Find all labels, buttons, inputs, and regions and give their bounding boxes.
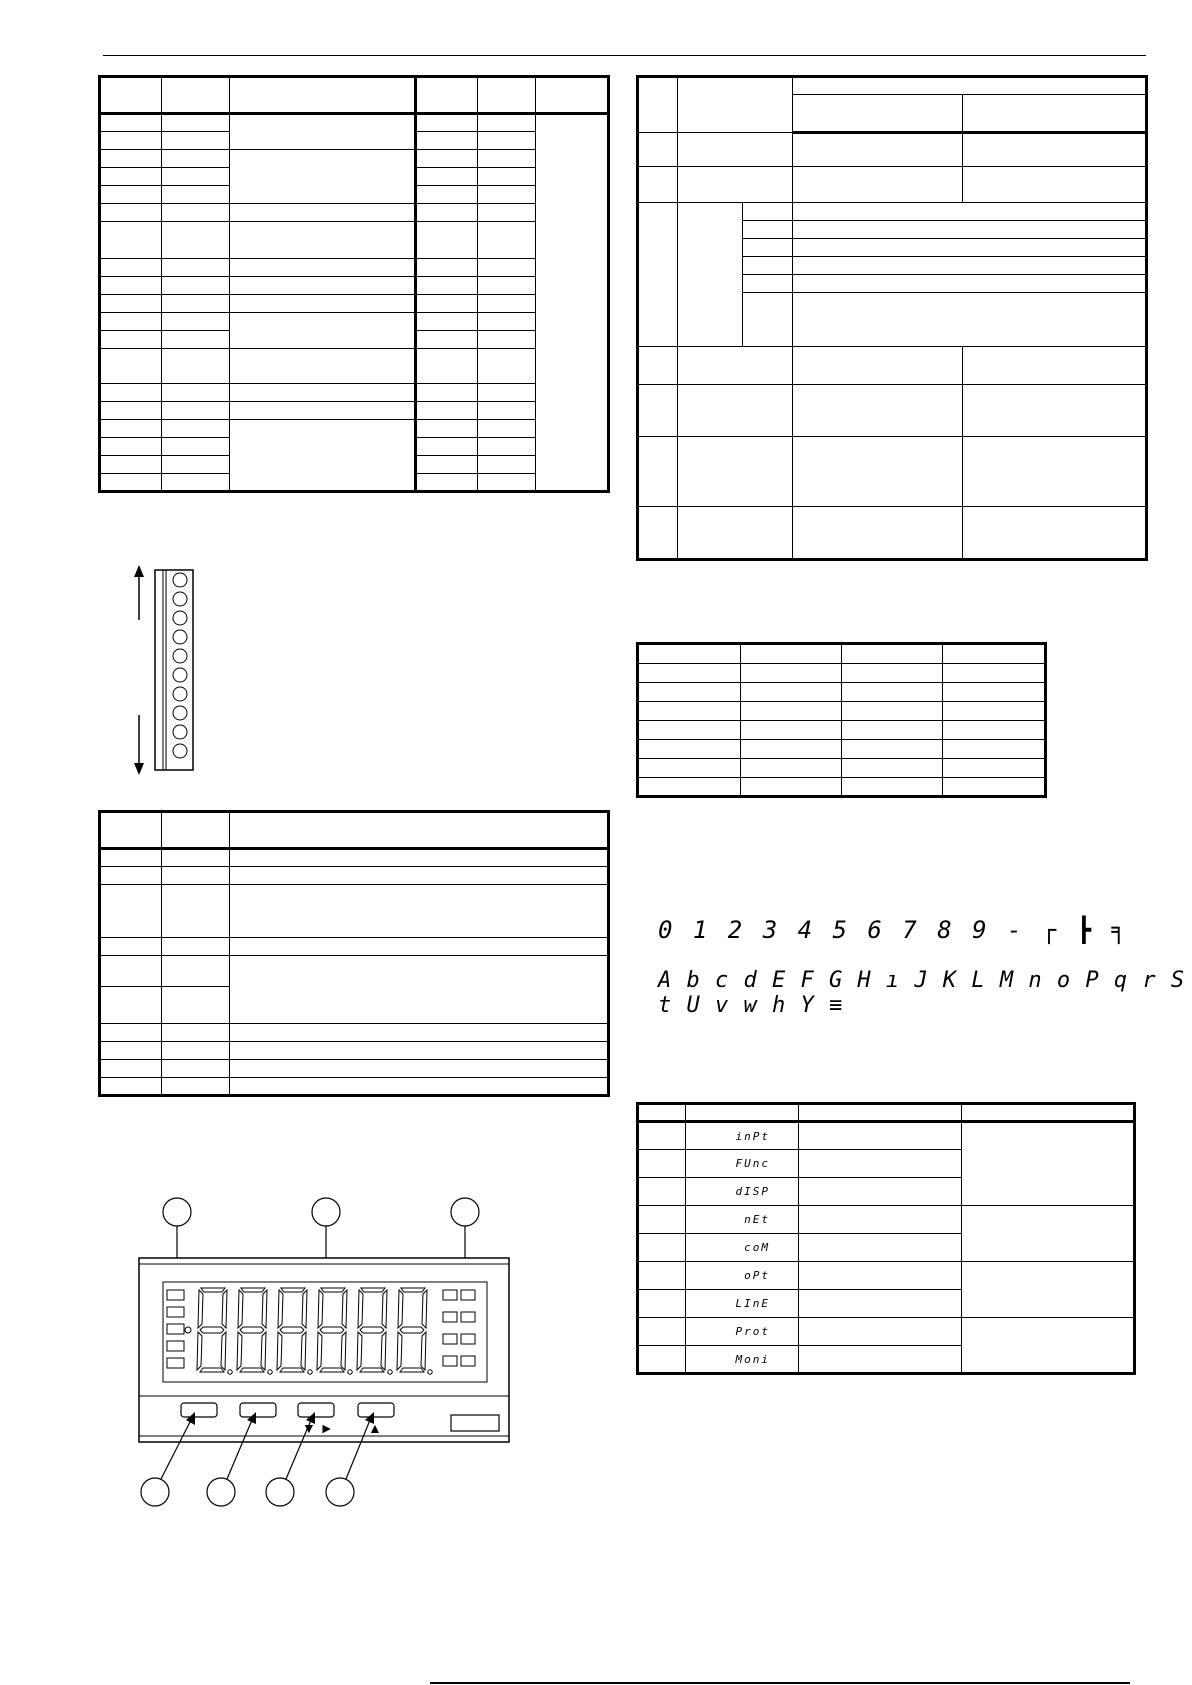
menu-item: dISP [686, 1178, 799, 1206]
key3-arrow-labels: ▼ ► [302, 1420, 334, 1436]
connector-pin-table [98, 810, 610, 1097]
menu-item: nEt [686, 1206, 799, 1234]
menu-item: LInE [686, 1290, 799, 1318]
terminal-block-diagram [125, 565, 215, 775]
menu-item: Moni [686, 1346, 799, 1374]
specification-table [636, 75, 1148, 561]
parameter-menu-table [636, 1102, 1136, 1375]
menu-item: Prot [686, 1318, 799, 1346]
menu-item: FUnc [686, 1150, 799, 1178]
menu-item: coM [686, 1234, 799, 1262]
bottom-rule [430, 1682, 1130, 1684]
ordering-code-table [636, 642, 1047, 798]
segment-digits-line: 0 1 2 3 4 5 6 7 8 9 - ┌ ┣ ╕ [658, 916, 1130, 944]
front-panel-drawing [125, 1190, 525, 1510]
top-rule [103, 55, 1146, 56]
menu-item: inPt [686, 1122, 799, 1150]
menu-item: oPt [686, 1262, 799, 1290]
terminal-assignment-table [98, 75, 610, 493]
segment-letters-line: A b c d E F G H ı J K L M n o P q r S t U v w h Y ≡ [658, 968, 1186, 1018]
key4-arrow-labels: ▲ [368, 1420, 382, 1436]
